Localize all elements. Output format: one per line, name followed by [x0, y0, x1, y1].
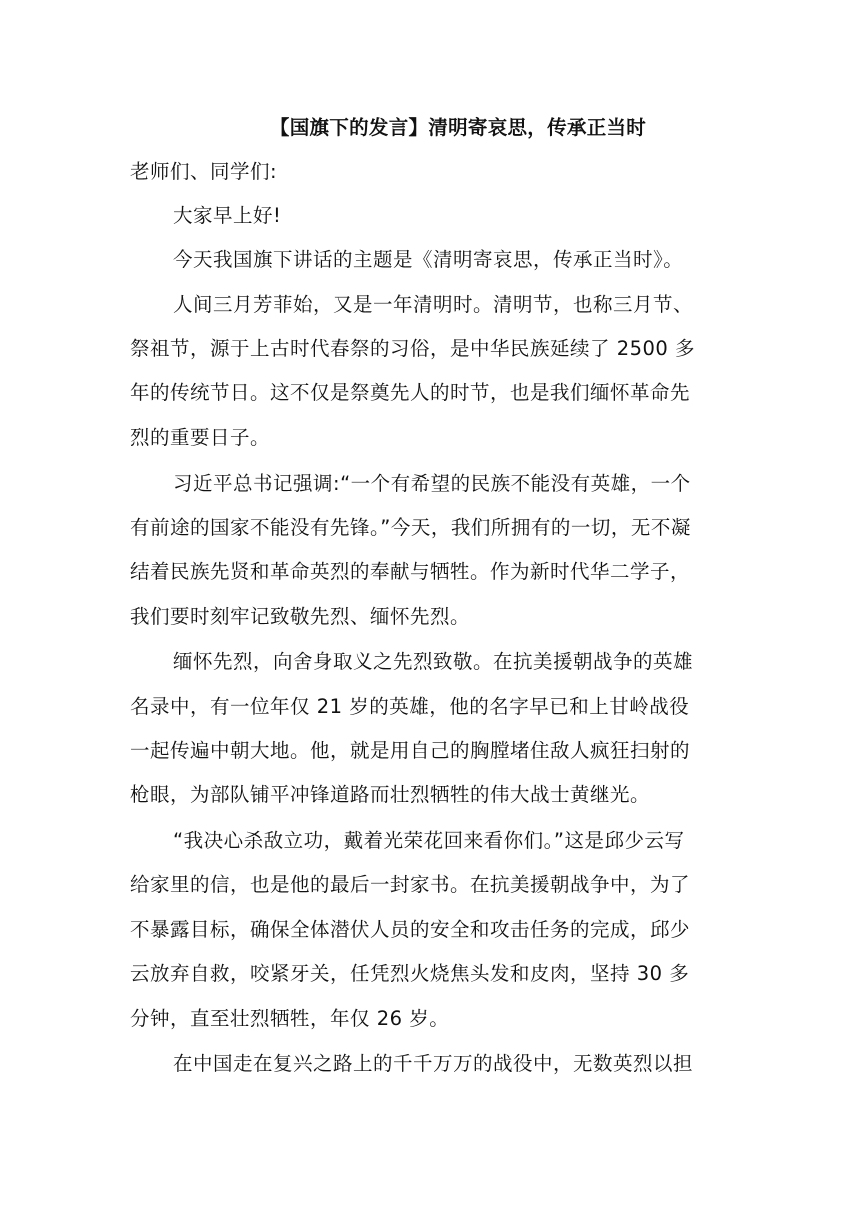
text-line: 有前途的国家不能没有先锋。”今天，我们所拥有的一切，无不凝: [130, 516, 691, 539]
text-line: 烈的重要日子。: [130, 426, 271, 449]
text-line: 习近平总书记强调:“一个有希望的民族不能没有英雄，一个: [173, 472, 691, 495]
text-line: 一起传遍中朝大地。他，就是用自己的胸膛堵住敌人疯狂扫射的: [130, 739, 691, 762]
text-line: 缅怀先烈，向舍身取义之先烈致敬。在抗美援朝战争的英雄: [173, 650, 694, 673]
text-line: 云放弃自救，咬紧牙关，任凭烈火烧焦头发和皮肉，坚持 30 多: [130, 962, 690, 985]
text-line: 我们要时刻牢记致敬先烈、缅怀先烈。: [130, 605, 471, 628]
text-line: 名录中，有一位年仅 21 岁的英雄，他的名字早已和上甘岭战役: [130, 695, 690, 718]
salutation: 老师们、同学们:: [130, 160, 278, 183]
text-line: 人间三月芳菲始，又是一年清明时。清明节，也称三月节、: [173, 293, 694, 316]
text-line: 给家里的信，也是他的最后一封家书。在抗美援朝战争中，为了: [130, 873, 691, 896]
text-line: 在中国走在复兴之路上的千千万万的战役中，无数英烈以担: [173, 1052, 694, 1075]
text-line: 祭祖节，源于上古时代春祭的习俗，是中华民族延续了 2500 多: [130, 337, 696, 360]
text-line: 分钟，直至壮烈牺牲，年仅 26 岁。: [130, 1007, 450, 1030]
text-line: 年的传统节日。这不仅是祭奠先人的时节，也是我们缅怀革命先: [130, 381, 691, 404]
text-line: “我决心杀敌立功，戴着光荣花回来看你们。”这是邱少云写: [173, 829, 685, 852]
text-line: 大家早上好!: [173, 204, 282, 227]
text-line: 结着民族先贤和革命英烈的奉献与牺牲。作为新时代华二学子，: [130, 560, 691, 583]
text-line: 今天我国旗下讲话的主题是《清明寄哀思，传承正当时》。: [173, 248, 684, 271]
document-title: 【国旗下的发言】清明寄哀思，传承正当时: [269, 116, 647, 139]
text-line: 不暴露目标，确保全体潜伏人员的安全和攻击任务的完成，邱少: [130, 918, 691, 941]
text-line: 枪眼，为部队铺平冲锋道路而壮烈牺牲的伟大战士黄继光。: [130, 783, 651, 806]
